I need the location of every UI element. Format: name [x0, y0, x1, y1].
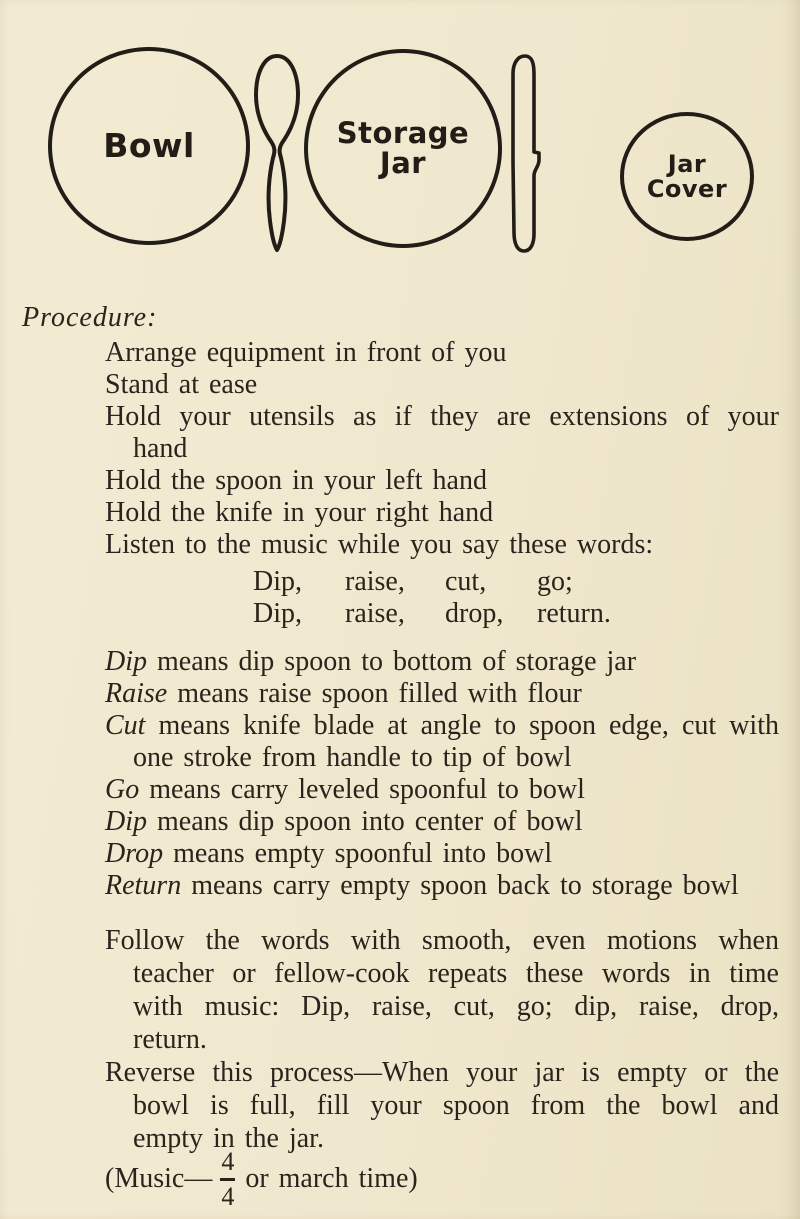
reverse-paragraph: [105, 1056, 779, 1155]
definition-line: [105, 806, 779, 838]
procedure-heading: Procedure:: [22, 302, 158, 333]
fraction-bar: [220, 1178, 235, 1181]
definition-term: Go: [105, 774, 140, 805]
storage-jar-label-line2: Jar: [379, 145, 427, 180]
definition-text: means empty spoonful into bowl: [163, 838, 553, 869]
definition-line: [105, 678, 779, 710]
instruction-line: Hold the spoon in your left hand: [105, 465, 487, 496]
paragraph-line: Reverse this process—When your jar is empty or the: [105, 1057, 779, 1088]
bowl-circle: [48, 47, 250, 245]
music-suffix: or march time): [245, 1163, 418, 1194]
paragraph-line: empty in the jar.: [133, 1123, 324, 1154]
instructions-list: [105, 337, 779, 561]
definition-term: Return: [105, 870, 182, 901]
music-prefix: (Music—: [105, 1163, 213, 1194]
jar-cover-label-line2: Cover: [646, 174, 728, 203]
definition-term: Cut: [105, 710, 146, 741]
storage-jar-label-line1: Storage: [336, 115, 470, 150]
definition-line: [105, 838, 779, 870]
definition-text: means knife blade at angle to spoon edge, cut with: [145, 710, 779, 741]
paragraph-line: with music: Dip, raise, cut, go; dip, raise, drop,: [133, 991, 779, 1022]
bowl-label: Bowl: [103, 126, 195, 166]
definition-term: Raise: [105, 678, 168, 709]
definition-line: [105, 646, 779, 678]
paragraph-line: Follow the words with smooth, even motions when: [105, 925, 779, 956]
knife-icon: [507, 53, 547, 254]
time-signature-numerator: 4: [221, 1146, 235, 1176]
definition-line: [105, 710, 779, 742]
paragraph-line: return.: [133, 1024, 207, 1055]
definition-line: [105, 774, 779, 806]
instruction-line: Arrange equipment in front of you: [105, 337, 507, 368]
chant-word: cut,: [445, 566, 487, 597]
definition-line: [105, 870, 779, 902]
spoon-icon: [250, 53, 304, 253]
definition-text: means carry empty spoon back to storage bowl: [181, 870, 739, 901]
definition-text: means dip spoon into center of bowl: [147, 806, 583, 837]
instruction-line-continuation: hand: [133, 433, 188, 464]
instruction-line: Stand at ease: [105, 369, 258, 400]
definition-text: means raise spoon filled with flour: [167, 678, 582, 709]
paragraph-line: bowl is full, fill your spoon from the bowl and: [133, 1090, 779, 1121]
paragraph-line: teacher or fellow-cook repeats these words in time: [133, 958, 779, 989]
jar-cover-circle: [620, 112, 754, 241]
chant-word: raise,: [345, 566, 405, 597]
definition-line-continuation: one stroke from handle to tip of bowl: [133, 742, 572, 773]
chant-word: raise,: [345, 598, 405, 629]
instruction-line: Hold your utensils as if they are extensions of your: [105, 401, 779, 432]
chant-word: drop,: [445, 598, 504, 629]
definition-term: Drop: [105, 838, 164, 869]
music-note-line: [105, 1145, 418, 1213]
chant-word: return.: [537, 598, 611, 629]
definition-term: Dip: [105, 806, 147, 837]
chant-verse: [253, 566, 611, 630]
time-signature: [220, 1146, 235, 1211]
instruction-line: Listen to the music while you say these words:: [105, 529, 654, 560]
storage-jar-circle: [304, 49, 502, 248]
chant-word: go;: [537, 566, 573, 597]
instruction-line: Hold the knife in your right hand: [105, 497, 494, 528]
time-signature-denominator: 4: [221, 1181, 235, 1211]
definition-text: means dip spoon to bottom of storage jar: [147, 646, 637, 677]
definition-text: means carry leveled spoonful to bowl: [139, 774, 585, 805]
chant-word: Dip,: [253, 598, 302, 629]
definitions-list: [105, 646, 779, 902]
definition-term: Dip: [105, 646, 147, 677]
follow-paragraph: [105, 924, 779, 1056]
jar-cover-label-line1: Jar: [667, 150, 707, 179]
chant-word: Dip,: [253, 566, 302, 597]
